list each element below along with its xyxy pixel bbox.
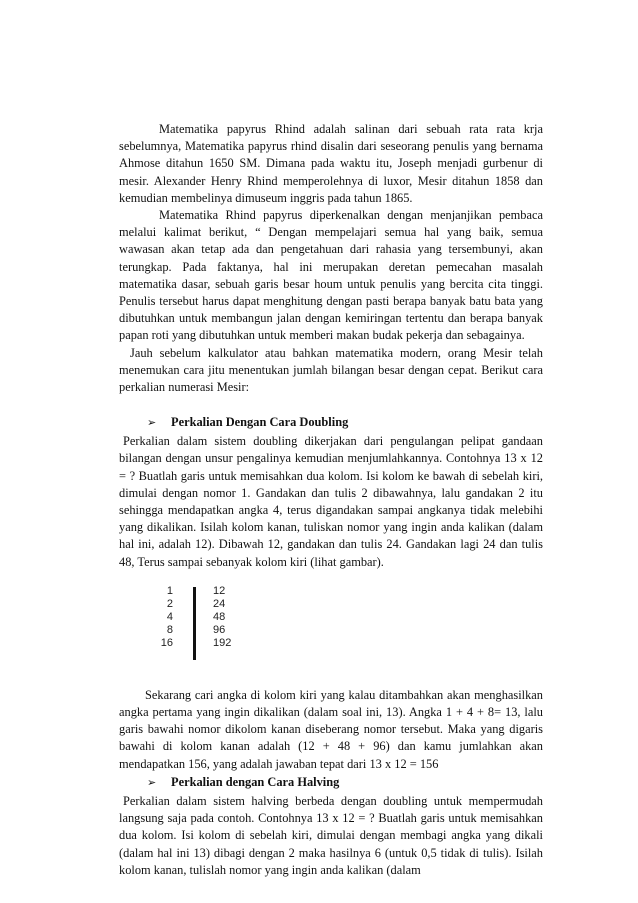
- table-cell: 1: [166, 584, 173, 597]
- section-heading-text: Perkalian Dengan Cara Doubling: [171, 415, 349, 430]
- table-cell: 48: [213, 610, 226, 623]
- doubling-table-figure: [119, 585, 543, 663]
- table-left-column: [149, 585, 173, 650]
- table-cell: 8: [166, 623, 173, 636]
- section-heading-doubling: [119, 413, 543, 432]
- table-cell: 96: [213, 623, 226, 636]
- intro-paragraph-3: Jauh sebelum kalkulator atau bahkan matematika modern, orang Mesir telah menemukan cara jitu menentukan jumlah bilangan besar dengan cepat. Berikut cara perkalian numerasi Mesir:: [119, 345, 543, 395]
- halving-paragraph: Perkalian dalam sistem halving berbeda dengan doubling untuk mempermudah langsung saja pada contoh. Contohnya 13 x 12 = ? Buatlah garis untuk memisahkan dua kolom. Isi kolom di sebelah kiri, dimulai dengan membagi angka yang dikali (dalam hal ini 13) dibagi dengan 2 maka hasilnya 6 (untuk 0,5 tidak di tulis). Isilah kolom kanan, tulislah nomor yang ingin anda kalikan (dalam: [119, 793, 543, 877]
- table-cell: 16: [160, 636, 173, 649]
- section-heading-halving: [119, 773, 543, 792]
- doubling-paragraph: Perkalian dalam sistem doubling dikerjakan dari pengulangan pelipat gandaan bilangan dengan unsur pengalinya kemudian menjumlahkannya. Contohnya 13 x 12 = ? Buatlah garis untuk memisahkan dua kolom. Isi kolom ke bawah di sebelah kiri, dimulai dengan nomor 1. Gandakan dan tulis 2 dibawahnya, lalu gandakan 2 itu sehingga mendapatkan angka 4, terus digandakan sampai angkanya tidak melebihi yang dikalikan. Isilah kolom kanan, tuliskan nomor yang ingin anda kalikan (dalam hal ini, adalah 12). Dibawah 12, gandakan dan tulis 24. Gandakan lagi 24 dan tulis 48, Terus sampai sebanyak kolom kiri (lihat gambar).: [119, 434, 543, 569]
- table-cell: 192: [213, 636, 232, 649]
- arrow-bullet-icon: ➢: [147, 416, 157, 430]
- doubling-result-paragraph: Sekarang cari angka di kolom kiri yang kalau ditambahkan akan menghasilkan angka pertama yang ingin dikalikan (dalam soal ini, 13). Angka 1 + 4 + 8= 13, lalu garis bawahi nomor dikolom kanan diseberang nomor tersebut. Maka yang digaris bawahi di kolom kanan adalah (12 + 48 + 96) dan kamu jumlahkan akan mendapatkan 156, yang adalah jawaban tepat dari 13 x 12 = 156: [119, 687, 543, 771]
- spacer: [119, 396, 543, 413]
- table-right-column: [213, 585, 253, 650]
- table-cell: 2: [166, 597, 173, 610]
- table-cell: 24: [213, 597, 226, 610]
- table-cell: 12: [213, 584, 226, 597]
- intro-paragraph-2: Matematika Rhind papyrus diperkenalkan dengan menjanjikan pembaca melalui kalimat berikut, “ Dengan mempelajari semua hal yang baik, semua wawasan akan tetap ada dan pengetahuan dari rahasia yang tersembunyi, akan terungkap. Pada faktanya, hal ini merupakan deretan pemecahan masalah matematika dasar, sebuah garis besar houm untuk penulis yang bercita cita tinggi. Penulis tersebut harus dapat menghitung dengan pasti berapa banyak batu bata yang dibutuhkan untuk membangun jalan dengan kemiringan tertentu dan berapa banyak papan roti yang dibutuhkan untuk memberi makan budak pekerja dan sebagainya.: [119, 208, 543, 343]
- section-heading-text: Perkalian dengan Cara Halving: [171, 774, 340, 789]
- table-cell: 4: [166, 610, 173, 623]
- arrow-bullet-icon: ➢: [147, 775, 157, 789]
- table-divider-line: [193, 587, 196, 660]
- document-body: [119, 121, 543, 879]
- intro-paragraph-1: Matematika papyrus Rhind adalah salinan dari sebuah rata rata krja sebelumnya, Matematika papyrus rhind disalin dari seseorang penulis yang bernama Ahmose ditahun 1650 SM. Dimana pada waktu itu, Joseph menjadi gurbenur di mesir. Alexander Henry Rhind memperolehnya di luxor, Mesir ditahun 1858 dan kemudian membelinya dimuseum inggris pada tahun 1865.: [119, 122, 543, 205]
